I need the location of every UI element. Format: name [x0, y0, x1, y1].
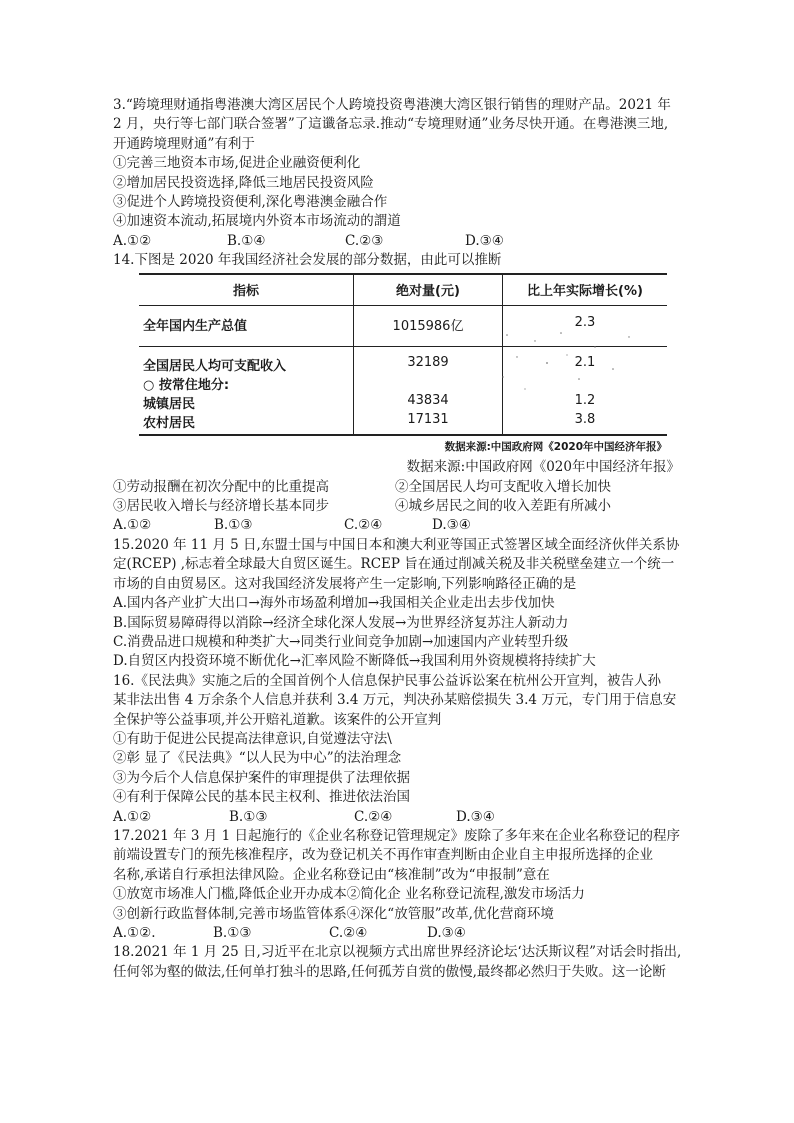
statement-item: ④有利于保障公民的基本民主权利、推进依法治国 [113, 789, 410, 806]
question-stem-line: 15.2020 年 11 月 5 日,东盟士国与中国日本和澳大利亚等国正式签署区域全面经济伙伴关系协 [113, 536, 680, 553]
question-stem-line: 任何邻为壑的做法,任何单打独斗的思路,任何孤芳自赏的傲慢,最终都必然归于失败。这一论断 [113, 963, 666, 980]
row-label: 农村居民 [139, 412, 354, 435]
question-stem-line: 17.2021 年 3 月 1 日起施行的《企业名称登记管理规定》废除了多年来在企业名称登记的程序 [113, 827, 680, 844]
answer-options [113, 516, 683, 535]
table-source-caption: 数据来源:中国政府网《2020年中国经济年报》 [444, 440, 667, 453]
option-item: D.自贸区内投资环境不断优化→汇率风险不断降低→我国利用外资规模将持续扩大 [113, 653, 596, 670]
row-label: ○ 按常住地分: [143, 377, 230, 393]
scan-noise-dots [495, 327, 645, 397]
row-label: 全年国内生产总值 [139, 305, 354, 346]
statement-item: ①完善三地资本市场,促进企业融资便利化 [113, 155, 361, 172]
question-stem-line: 全保护等公益事项,并公开赔礼道歉。该案件的公开宣判 [113, 711, 442, 728]
option-a: A.①② [113, 808, 152, 825]
row-value: 32189 [354, 346, 503, 374]
statement-row [113, 478, 683, 497]
economic-data-table-figure [139, 273, 667, 436]
statement-item: ③居民收入增长与经济增长基本同步 [113, 498, 329, 515]
row-label: 城镇居民 [143, 396, 196, 412]
question-stem-line: 3.“跨境理财通指粤港澳大湾区居民个人跨境投资粤港澳大湾区银行销售的理财产品。2021 年 [113, 97, 671, 113]
question-stem-line: 某非法出售 4 万余条个人信息并获利 3.4 万元，判决孙某赔偿损失 3.4 万元，专门用于信息安 [113, 692, 677, 709]
table-header-row [139, 274, 667, 306]
statement-item: ②增加居民投资选择,降低三地居民投资风险 [113, 174, 374, 191]
statement-item: ③为今后个人信息保护案件的审理提供了法理依据 [113, 769, 410, 786]
table-source-text: 数据来源:中国政府网《020年中国经济年报》 [406, 458, 680, 475]
answer-options [113, 232, 683, 251]
statement-item: ③创新行政监督体制,完善市场监管体系④深化“放管服”改革,优化营商环境 [113, 905, 554, 922]
question-stem-line: 定(RCEP) ,标志着全球最大自贸区诞生。RCEP 旨在通过削减关税及非关税壁垒建立一个统一 [113, 556, 675, 573]
question-stem-line: 市场的自由贸易区。这对我国经济发展将产生一定影响,下列影响路径正确的是 [113, 575, 577, 592]
statement-item: ①有助于促进公民提高法律意识,自觉遵法守法\ [113, 730, 392, 747]
option-c: C.②④ [329, 925, 368, 941]
question-18 [113, 943, 683, 982]
answer-options [113, 924, 683, 943]
option-item: B.国际贸易障碍得以消除→经济全球化深人发展→为世界经济复苏注人新动力 [113, 614, 569, 631]
question-17 [113, 827, 683, 943]
option-d: D.③④ [427, 925, 466, 941]
table-row [139, 412, 667, 435]
header-growth: 比上年实际增长(%) [503, 274, 668, 306]
option-a: A.①②. [113, 925, 156, 941]
question-15 [113, 536, 683, 672]
statement-row [113, 497, 683, 516]
header-indicator: 指标 [139, 274, 354, 306]
row-label: 全国居民人均可支配收入 [143, 358, 287, 374]
question-stem-line: 名称,承诺自行承担法律风险。企业名称登记由“核准制”改为“申报制”意在 [113, 866, 550, 883]
row-growth: 1.2 [503, 393, 668, 412]
statement-item: ④加速资本流动,拓展境内外资本市场流动的謂道 [113, 213, 401, 230]
option-d: D.③④ [456, 808, 495, 825]
question-13 [113, 96, 683, 251]
option-b: B.①③ [229, 808, 268, 825]
option-a: A.①② [113, 232, 152, 249]
row-growth: 2.3 [503, 305, 668, 346]
option-c: C.②④ [344, 517, 383, 534]
question-stem-line: 16.《民法典》实施之后的全国首例个人信息保护民事公益诉讼案在杭州公开宣判，被告人孙 [113, 672, 661, 689]
row-value [354, 374, 503, 393]
option-c: C.②④ [354, 808, 393, 825]
question-stem-line: 开通跨境理财通”有利于 [113, 135, 255, 152]
question-14 [113, 251, 683, 536]
statement-item: ②彰 显了《民法典》“以人民为中心”的法治理念 [113, 750, 402, 767]
question-stem-line: 前端设置专门的预先核准程序，改为登记机关不再作审查判断由企业自主申报所选择的企业 [113, 847, 653, 864]
statement-item: ②全国居民人均可支配收入增长加快 [395, 478, 611, 495]
row-value: 43834 [354, 393, 503, 412]
header-absolute: 绝对量(元) [354, 274, 503, 306]
question-stem-line: 2 月，央行等七部门联合签署”了這谶备忘录.推动“专境理财通”业务尽快开通。在粤港澳三地, [113, 116, 669, 133]
statement-item: ③促进个人跨境投资便利,深化粤港澳金融合作 [113, 194, 388, 211]
statement-item: ④城乡居民之间的收入差距有所减小 [395, 498, 611, 515]
option-c: C.②③ [345, 232, 384, 249]
statement-item: ①劳动报酬在初次分配中的比重提高 [113, 478, 329, 495]
option-d: D.③④ [432, 517, 471, 534]
option-d: D.③④ [465, 232, 504, 249]
question-16 [113, 672, 683, 827]
row-growth: 3.8 [503, 412, 668, 435]
row-growth: 2.1 [503, 346, 668, 374]
option-b: B.①③ [214, 517, 253, 534]
statement-item: ①放宽市场准人门槛,降低企业开办成本②简化企 业名称登记流程,激发市场活力 [113, 886, 585, 903]
option-item: A.国内各产业扩大出口→海外市场盈利增加→我国相关企业走出去步伐加快 [113, 595, 555, 612]
option-item: C.消费品进口规模和种类扩大→同类行业间竞争加剧→加速国内产业转型升级 [113, 633, 569, 650]
question-stem-line: 18.2021 年 1 月 25 日,习近平在北京以视频方式出席世界经济论坛‘达沃斯议程”对话会时指出, [113, 944, 682, 961]
exam-page [113, 96, 683, 982]
row-value: 1015986亿 [354, 305, 503, 346]
option-b: B.①③ [213, 925, 252, 941]
question-stem: 14.下图是 2020 年我国经济社会发展的部分数据，由此可以推断 [113, 252, 502, 269]
row-value: 17131 [354, 412, 503, 435]
option-b: B.①④ [227, 232, 266, 249]
answer-options [113, 808, 683, 827]
option-a: A.①② [113, 517, 152, 534]
